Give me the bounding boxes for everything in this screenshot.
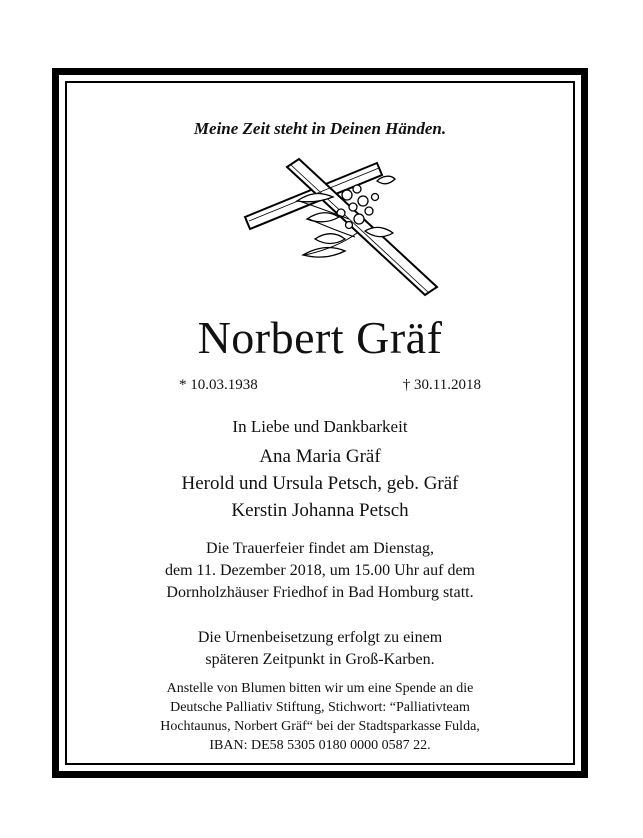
motto-text: Meine Zeit steht in Deinen Händen. [193,119,447,138]
service-line: Dornholzhäuser Friedhof in Bad Homburg statt. [166,584,474,601]
obituary-content [67,83,573,763]
funeral-service-notice [67,538,573,604]
deceased-name: Norbert Gräf [197,312,443,363]
mourner-name: Ana Maria Gräf [259,446,381,467]
donation-line: Deutsche Palliativ Stiftung, Stichwort: “Palliativteam [170,700,470,715]
intro-line: In Liebe und Dankbarkeit [232,417,408,436]
donation-line: IBAN: DE58 5305 0180 0000 0587 22. [209,738,431,753]
birth-date: * 10.03.1938 [179,377,258,393]
donation-line: Anstelle von Blumen bitten wir um eine Spende an die [166,681,474,696]
urn-burial-notice [67,627,573,671]
mourner-name: Herold und Ursula Petsch, geb. Gräf [181,473,459,494]
obituary-inner-border [65,81,575,765]
mourner-name: Kerstin Johanna Petsch [231,500,409,521]
mourners-list [67,443,573,524]
service-line: dem 11. Dezember 2018, um 15.00 Uhr auf dem [165,562,475,579]
urn-line: Die Urnenbeisetzung erfolgt zu einem [197,629,443,646]
donation-line: Hochtaunus, Norbert Gräf“ bei der Stadtsparkasse Fulda, [160,719,480,734]
cross-with-flowers-icon [237,155,447,305]
death-date: † 30.11.2018 [402,377,481,393]
donation-notice [67,679,573,755]
urn-line: späteren Zeitpunkt in Groß-Karben. [205,651,435,668]
service-line: Die Trauerfeier findet am Dienstag, [206,540,434,557]
obituary-frame [52,68,588,778]
